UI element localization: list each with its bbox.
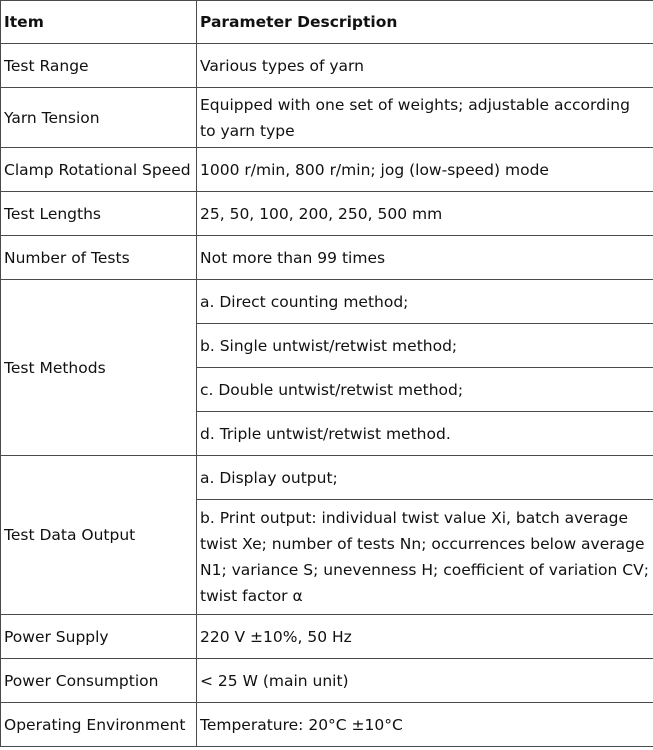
header-row bbox=[1, 1, 653, 44]
description-cell: d. Triple untwist/retwist method. bbox=[197, 412, 653, 456]
description-cell: < 25 W (main unit) bbox=[197, 659, 653, 703]
table-row bbox=[1, 659, 653, 703]
table-row bbox=[1, 703, 653, 747]
item-cell: Test Data Output bbox=[1, 456, 197, 615]
table-row bbox=[1, 615, 653, 659]
description-cell: 220 V ±10%, 50 Hz bbox=[197, 615, 653, 659]
header-description: Parameter Description bbox=[197, 1, 653, 44]
item-cell: Test Lengths bbox=[1, 192, 197, 236]
table-row bbox=[1, 44, 653, 88]
item-cell: Power Consumption bbox=[1, 659, 197, 703]
item-cell: Test Methods bbox=[1, 280, 197, 456]
table-row bbox=[1, 280, 653, 324]
item-cell: Test Range bbox=[1, 44, 197, 88]
item-cell: Operating Environment bbox=[1, 703, 197, 747]
item-cell: Clamp Rotational Speed bbox=[1, 148, 197, 192]
description-cell: Not more than 99 times bbox=[197, 236, 653, 280]
item-cell: Power Supply bbox=[1, 615, 197, 659]
description-cell: b. Print output: individual twist value Xi, batch average twist Xe; number of tests Nn; occurrences below average N1; variance S; unevenness H; coefficient of variation CV; twist factor α bbox=[197, 500, 653, 615]
description-cell: c. Double untwist/retwist method; bbox=[197, 368, 653, 412]
table-row bbox=[1, 88, 653, 148]
table-row bbox=[1, 148, 653, 192]
item-cell: Yarn Tension bbox=[1, 88, 197, 148]
description-cell: Equipped with one set of weights; adjustable according to yarn type bbox=[197, 88, 653, 148]
table-row bbox=[1, 456, 653, 500]
table-row bbox=[1, 192, 653, 236]
description-cell: Temperature: 20°C ±10°C bbox=[197, 703, 653, 747]
description-cell: a. Display output; bbox=[197, 456, 653, 500]
description-cell: 25, 50, 100, 200, 250, 500 mm bbox=[197, 192, 653, 236]
header-item: Item bbox=[1, 1, 197, 44]
description-cell: a. Direct counting method; bbox=[197, 280, 653, 324]
item-cell: Number of Tests bbox=[1, 236, 197, 280]
table-row bbox=[1, 236, 653, 280]
description-cell: 1000 r/min, 800 r/min; jog (low-speed) mode bbox=[197, 148, 653, 192]
description-cell: b. Single untwist/retwist method; bbox=[197, 324, 653, 368]
description-cell: Various types of yarn bbox=[197, 44, 653, 88]
